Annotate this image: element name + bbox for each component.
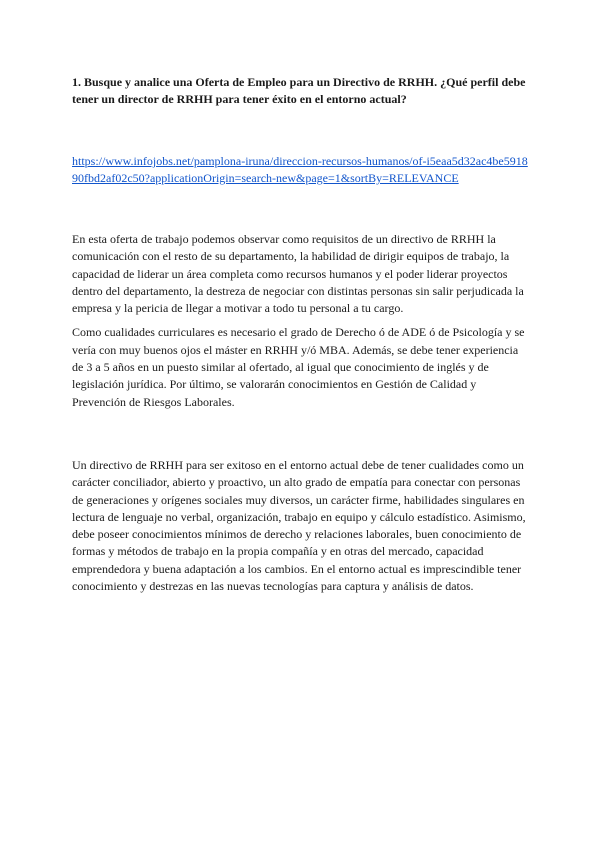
question-heading: 1. Busque y analice una Oferta de Empleo para un Directivo de RRHH. ¿Qué perfil debe tener un director de RRHH para tener éxito en el entorno actual? [72,75,526,106]
paragraph-curricular-qualities: Como cualidades curriculares es necesario el grado de Derecho ó de ADE ó de Psicología y se vería con muy buenos ojos el máster en RRHH y/ó MBA. Además, se debe tener experiencia de 3 a 5 años en un puesto similar al ofertado, al igual que conocimiento de inglés y de legislación jurídica. Por último, se valorarán conocimientos en Gestión de Calidad y Prevención de Riesgos Laborales. [72,325,525,409]
paragraph-offer-requirements: En esta oferta de trabajo podemos observar como requisitos de un directivo de RRHH la comunicación con el resto de su departamento, la habilidad de dirigir equipos de trabajo, la capacidad de liderar un área completa como recursos humanos y el poder liderar proyectos dentro del departamento, la destreza de negociar con distintas personas sin salir perjudicada la empresa y la pericia de llegar a motivar a todo tu personal a tu cargo. [72,232,524,316]
document-body [72,74,532,595]
paragraph-director-profile: Un directivo de RRHH para ser exitoso en el entorno actual debe de tener cualidades como un carácter conciliador, abierto y proactivo, un alto grado de empatía para conectar con personas de generaciones y orígenes sociales muy diversos, un carácter firme, habilidades singulares en lectura de lenguaje no verbal, organización, trabajo en equipo y cálculo estadístico. Asimismo, debe poseer conocimientos mínimos de derecho y relaciones laborales, buen conocimiento de formas y métodos de trabajo en la propia compañía y en otras del mercado, capacidad emprendedora y buena adaptación a los cambios. En el entorno actual es imprescindible tener conocimiento y destrezas en las nuevas tecnologías para captura y análisis de datos. [72,457,526,594]
job-offer-link[interactable]: https://www.infojobs.net/pamplona-iruna/direccion-recursos-humanos/of-i5eaa5d32ac4be591890fbd2af02c50?applicationOrigin=search-new&page=1&sortBy=RELEVANCE [72,154,528,185]
